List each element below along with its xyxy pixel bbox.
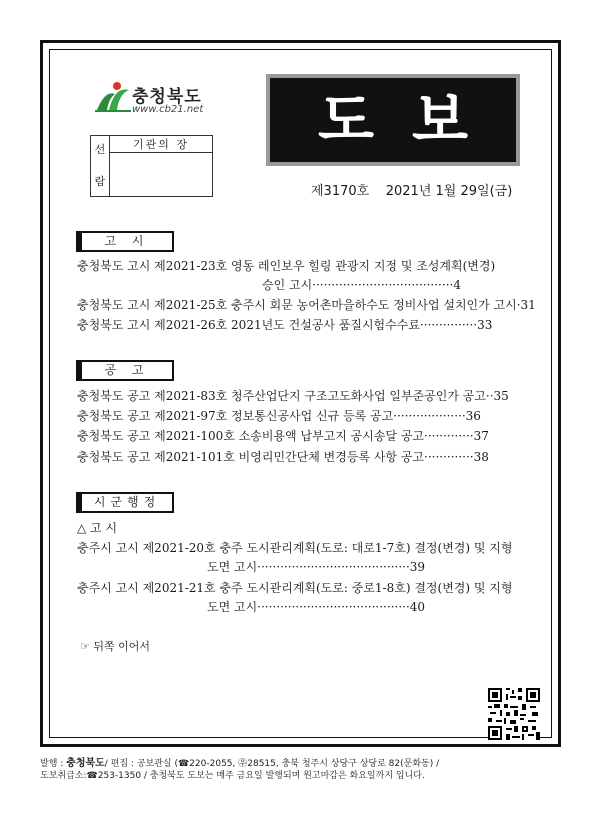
sub-heading-notices: △ 고 시 bbox=[77, 521, 118, 535]
toc-entry[interactable]: 충청북도 고시 제2021-25호 충주시 회문 농어촌마을하수도 정비사업 설치인가 고시·31 bbox=[77, 298, 536, 312]
approval-seal-box bbox=[90, 135, 213, 197]
toc-entry[interactable]: 충청북도 공고 제2021-97호 정보통신공사업 신규 등록 공고···················36 bbox=[77, 409, 481, 423]
toc-entry[interactable]: 충청북도 공고 제2021-83호 청주산업단지 구조고도화사업 일부준공인가 공고··35 bbox=[77, 389, 509, 403]
section-label-notices: 고 시 bbox=[76, 231, 174, 252]
logo-name: 충청북도 bbox=[132, 87, 202, 107]
toc-entry[interactable]: 충주시 고시 제2021-21호 충주 도시관리계획(도로: 중로1-8호) 결정(변경) 및 지형 bbox=[77, 581, 513, 595]
province-emblem-icon bbox=[95, 80, 131, 114]
toc-entry-continuation[interactable]: 도면 고시········································39 bbox=[207, 560, 426, 574]
logo bbox=[95, 80, 225, 120]
seal-side-label: 선 람 bbox=[91, 136, 110, 197]
seal-header: 기관의 장 bbox=[110, 136, 213, 153]
issue-info bbox=[311, 180, 512, 199]
masthead-title: 도보 bbox=[317, 86, 507, 154]
toc-entry[interactable]: 충청북도 공고 제2021-101호 비영리민간단체 변경등록 사항 공고·············38 bbox=[77, 450, 489, 464]
toc-entry[interactable]: 충주시 고시 제2021-20호 충주 도시관리계획(도로: 대로1-7호) 결정(변경) 및 지형 bbox=[77, 541, 513, 555]
toc-entry[interactable]: 충청북도 고시 제2021-23호 영동 레인보우 힐링 관광지 지정 및 조성계획(변경) bbox=[77, 259, 496, 273]
toc-entry[interactable]: 충청북도 고시 제2021-26호 2021년도 건설공사 품질시험수수료···············33 bbox=[77, 318, 493, 332]
qr-code-icon bbox=[488, 688, 540, 740]
toc-entry-continuation[interactable]: 승인 고시·····································4 bbox=[262, 278, 461, 292]
logo-url: www.cb21.net bbox=[132, 104, 204, 115]
footer-line-2: 도보취급소:☎253-1350 / 충청북도 도보는 매주 금요일 발행되며 원고마감은 화요일까지 입니다. bbox=[40, 771, 425, 781]
publication-footer bbox=[40, 758, 570, 782]
seal-space bbox=[110, 153, 213, 197]
section-label-local-admin: 시군행정 bbox=[76, 492, 174, 513]
footer-org: 충청북도 bbox=[66, 758, 105, 769]
toc-entry[interactable]: 충청북도 공고 제2021-100호 소송비용액 납부고지 공시송달 공고·············37 bbox=[77, 429, 489, 443]
toc-entry-continuation[interactable]: 도면 고시········································40 bbox=[207, 600, 426, 614]
masthead-banner bbox=[266, 74, 520, 166]
section-label-announcements: 공 고 bbox=[76, 360, 174, 381]
footer-line-1: 발행 : 충청북도/ 편집 : 공보관실 (☎220-2055, ㉾28515, 충북 청주시 상당구 상당로 82(문화동) / bbox=[40, 758, 440, 769]
issue-date: 2021년 1월 29일(금) bbox=[385, 184, 513, 199]
continue-note: ☞ 뒤쪽 이어서 bbox=[80, 640, 150, 653]
issue-number: 제3170호 bbox=[311, 184, 370, 199]
